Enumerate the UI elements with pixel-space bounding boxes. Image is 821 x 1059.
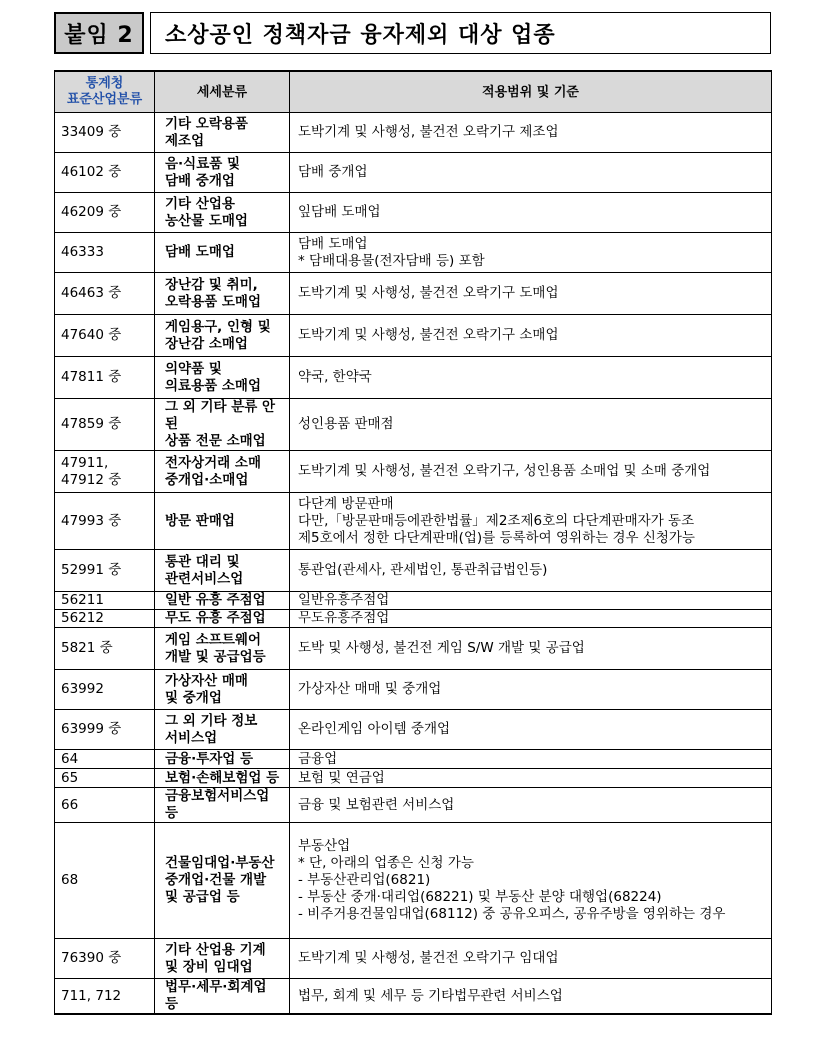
table-row bbox=[55, 273, 772, 315]
table-row bbox=[55, 451, 772, 493]
industry-code-cell: 47640 중 bbox=[55, 315, 155, 357]
scope-cell: 도박기계 및 사행성, 불건전 오락기구, 성인용품 소매업 및 소매 중개업 bbox=[290, 451, 772, 493]
category-cell: 전자상거래 소매 중개업·소매업 bbox=[155, 451, 290, 493]
excluded-industries-table bbox=[54, 70, 772, 1015]
table-row bbox=[55, 493, 772, 550]
industry-code-cell: 46463 중 bbox=[55, 273, 155, 315]
category-cell: 그 외 기타 정보 서비스업 bbox=[155, 710, 290, 750]
industry-code-cell: 52991 중 bbox=[55, 550, 155, 592]
scope-cell: 도박기계 및 사행성, 불건전 오락기구 도매업 bbox=[290, 273, 772, 315]
category-cell: 기타 산업용 기계 및 장비 임대업 bbox=[155, 939, 290, 979]
table-row bbox=[55, 979, 772, 1015]
scope-cell: 무도유흥주점업 bbox=[290, 610, 772, 628]
table-header-row bbox=[55, 71, 772, 113]
industry-code-cell: 63999 중 bbox=[55, 710, 155, 750]
scope-cell: 성인용품 판매점 bbox=[290, 399, 772, 451]
category-cell: 가상자산 매매 및 중개업 bbox=[155, 670, 290, 710]
column-header-scope: 적용범위 및 기준 bbox=[290, 71, 772, 113]
scope-cell: 담배 중개업 bbox=[290, 153, 772, 193]
industry-code-cell: 47993 중 bbox=[55, 493, 155, 550]
table-row bbox=[55, 610, 772, 628]
column-header-code-label: 통계청 표준산업분류 bbox=[66, 76, 143, 107]
table-row bbox=[55, 357, 772, 399]
industry-code-cell: 46209 중 bbox=[55, 193, 155, 233]
scope-cell: 법무, 회계 및 세무 등 기타법무관련 서비스업 bbox=[290, 979, 772, 1015]
scope-cell: 금융업 bbox=[290, 750, 772, 769]
category-cell: 건물임대업·부동산 중개업·건물 개발 및 공급업 등 bbox=[155, 823, 290, 939]
category-cell: 의약품 및 의료용품 소매업 bbox=[155, 357, 290, 399]
scope-cell: 온라인게임 아이템 중개업 bbox=[290, 710, 772, 750]
category-cell: 게임 소프트웨어 개발 및 공급업등 bbox=[155, 628, 290, 670]
scope-cell: 금융 및 보험관련 서비스업 bbox=[290, 788, 772, 823]
table-row bbox=[55, 710, 772, 750]
scope-cell: 도박기계 및 사행성, 불건전 오락기구 제조업 bbox=[290, 113, 772, 153]
industry-code-cell: 33409 중 bbox=[55, 113, 155, 153]
category-cell: 법무·세무·회계업 등 bbox=[155, 979, 290, 1015]
category-cell: 통관 대리 및 관련서비스업 bbox=[155, 550, 290, 592]
scope-cell: 다단계 방문판매 다만,「방문판매등에관한법률」제2조제6호의 다단계판매자가 동조 제5호에서 정한 다단계판매(업)를 등록하여 영위하는 경우 신청가능 bbox=[290, 493, 772, 550]
attachment-badge: 붙임 2 bbox=[54, 12, 144, 54]
scope-cell: 부동산업 * 단, 아래의 업종은 신청 가능 - 부동산관리업(6821) - 부동산 중개·대리업(68221) 및 부동산 분양 대행업(68224) - 비주거용건물임대업(68112) 중 공유오피스, 공유주방을 영위하는 경우 bbox=[290, 823, 772, 939]
scope-cell: 가상자산 매매 및 중개업 bbox=[290, 670, 772, 710]
industry-code-cell: 47859 중 bbox=[55, 399, 155, 451]
industry-code-cell: 46102 중 bbox=[55, 153, 155, 193]
table-row bbox=[55, 750, 772, 769]
table-row bbox=[55, 153, 772, 193]
table-row bbox=[55, 628, 772, 670]
industry-code-cell: 65 bbox=[55, 769, 155, 788]
column-header-code bbox=[55, 71, 155, 113]
category-cell: 기타 산업용 농산물 도매업 bbox=[155, 193, 290, 233]
category-cell: 무도 유흥 주점업 bbox=[155, 610, 290, 628]
scope-cell: 잎담배 도매업 bbox=[290, 193, 772, 233]
page-title: 소상공인 정책자금 융자제외 대상 업종 bbox=[150, 12, 771, 54]
industry-code-cell: 63992 bbox=[55, 670, 155, 710]
category-cell: 보험·손해보험업 등 bbox=[155, 769, 290, 788]
industry-code-cell: 66 bbox=[55, 788, 155, 823]
scope-cell: 일반유흥주점업 bbox=[290, 592, 772, 610]
table-row bbox=[55, 113, 772, 153]
category-cell: 게임용구, 인형 및 장난감 소매업 bbox=[155, 315, 290, 357]
industry-code-cell: 47811 중 bbox=[55, 357, 155, 399]
table-row bbox=[55, 670, 772, 710]
table-row bbox=[55, 939, 772, 979]
category-cell: 그 외 기타 분류 안된 상품 전문 소매업 bbox=[155, 399, 290, 451]
industry-code-cell: 47911, 47912 중 bbox=[55, 451, 155, 493]
scope-cell: 보험 및 연금업 bbox=[290, 769, 772, 788]
category-cell: 일반 유흥 주점업 bbox=[155, 592, 290, 610]
industry-code-cell: 64 bbox=[55, 750, 155, 769]
table-row bbox=[55, 550, 772, 592]
scope-cell: 약국, 한약국 bbox=[290, 357, 772, 399]
category-cell: 음·식료품 및 담배 중개업 bbox=[155, 153, 290, 193]
industry-code-cell: 711, 712 bbox=[55, 979, 155, 1015]
table-row bbox=[55, 233, 772, 273]
industry-code-cell: 76390 중 bbox=[55, 939, 155, 979]
category-cell: 장난감 및 취미, 오락용품 도매업 bbox=[155, 273, 290, 315]
table-row bbox=[55, 592, 772, 610]
table-row bbox=[55, 788, 772, 823]
industry-code-cell: 68 bbox=[55, 823, 155, 939]
column-header-category: 세세분류 bbox=[155, 71, 290, 113]
category-cell: 방문 판매업 bbox=[155, 493, 290, 550]
table-row bbox=[55, 315, 772, 357]
industry-code-cell: 56211 bbox=[55, 592, 155, 610]
scope-cell: 도박기계 및 사행성, 불건전 오락기구 임대업 bbox=[290, 939, 772, 979]
category-cell: 금융보험서비스업 등 bbox=[155, 788, 290, 823]
industry-code-cell: 56212 bbox=[55, 610, 155, 628]
industry-code-cell: 5821 중 bbox=[55, 628, 155, 670]
table-row bbox=[55, 769, 772, 788]
title-bar bbox=[54, 12, 771, 56]
table-row bbox=[55, 399, 772, 451]
scope-cell: 담배 도매업 * 담배대용물(전자담배 등) 포함 bbox=[290, 233, 772, 273]
scope-cell: 도박 및 사행성, 불건전 게임 S/W 개발 및 공급업 bbox=[290, 628, 772, 670]
table-row bbox=[55, 193, 772, 233]
scope-cell: 도박기계 및 사행성, 불건전 오락기구 소매업 bbox=[290, 315, 772, 357]
scope-cell: 통관업(관세사, 관세법인, 통관취급법인등) bbox=[290, 550, 772, 592]
category-cell: 금융·투자업 등 bbox=[155, 750, 290, 769]
table-row bbox=[55, 823, 772, 939]
industry-code-cell: 46333 bbox=[55, 233, 155, 273]
category-cell: 기타 오락용품 제조업 bbox=[155, 113, 290, 153]
category-cell: 담배 도매업 bbox=[155, 233, 290, 273]
